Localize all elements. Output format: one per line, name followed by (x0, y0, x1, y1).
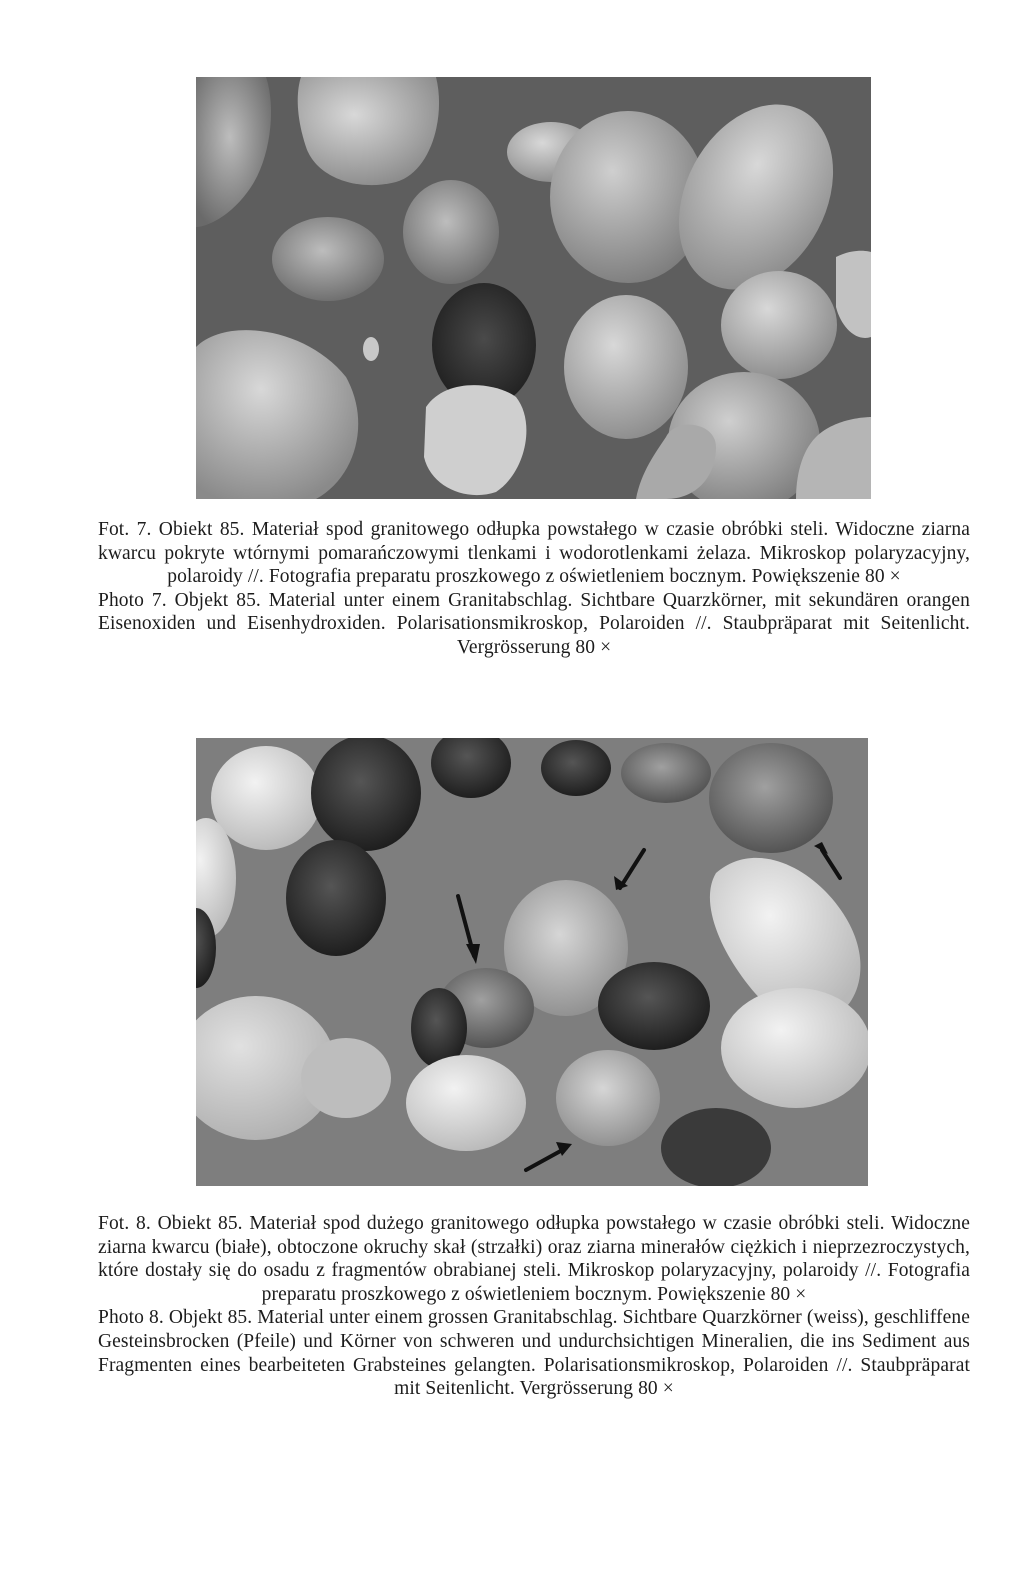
photo-8-caption (98, 1212, 970, 1401)
caption-german: Photo 8. Objekt 85. Material unter einem grossen Granitabschlag. Sichtbare Quarzkörner (weiss), geschliffene Gesteinsbrocken (Pfeile) und Körner von schweren und undurchsichtigen Mineralien, die ins Sediment aus Fragmenten eines bearbeiteten Grabsteines gelangten. Polarisationsmikroskop, Polaroiden //. Staubpräparat mit Seitenlicht. Vergrösserung 80 × (98, 1307, 970, 1400)
caption-german: Photo 7. Objekt 85. Material unter einem Granitabschlag. Sichtbare Quarzkörner, mit sekundären orangen Eisenoxiden und Eisenhydroxiden. Polarisationsmikroskop, Polaroiden //. Staubpräparat mit Seitenlicht. Vergrösserung 80 × (98, 589, 970, 658)
photo-7-caption (98, 518, 970, 660)
caption-polish: Fot. 7. Obiekt 85. Materiał spod granitowego odłupka powstałego w czasie obróbki steli. Widoczne ziarna kwarcu pokryte wtórnymi pomarańczowymi tlenkami i wodorotlenkami żelaza. Mikroskop polaryzacyjny, polaroidy //. Fotografia preparatu proszkowego z oświetleniem bocznym. Powiększenie 80 × (98, 519, 970, 588)
photo-7-micrograph (196, 77, 871, 499)
photo-8-micrograph (196, 738, 868, 1186)
caption-polish: Fot. 8. Obiekt 85. Materiał spod dużego granitowego odłupka powstałego w czasie obróbki steli. Widoczne ziarna kwarcu (białe), obtoczone okruchy skał (strzałki) oraz ziarna minerałów ciężkich i nieprzezroczystych, które dostały się do osadu z fragmentów obrabianej steli. Mikroskop polaryzacyjny, polaroidy //. Fotografia preparatu proszkowego z oświetleniem bocznym. Powiększenie 80 × (98, 1213, 970, 1305)
